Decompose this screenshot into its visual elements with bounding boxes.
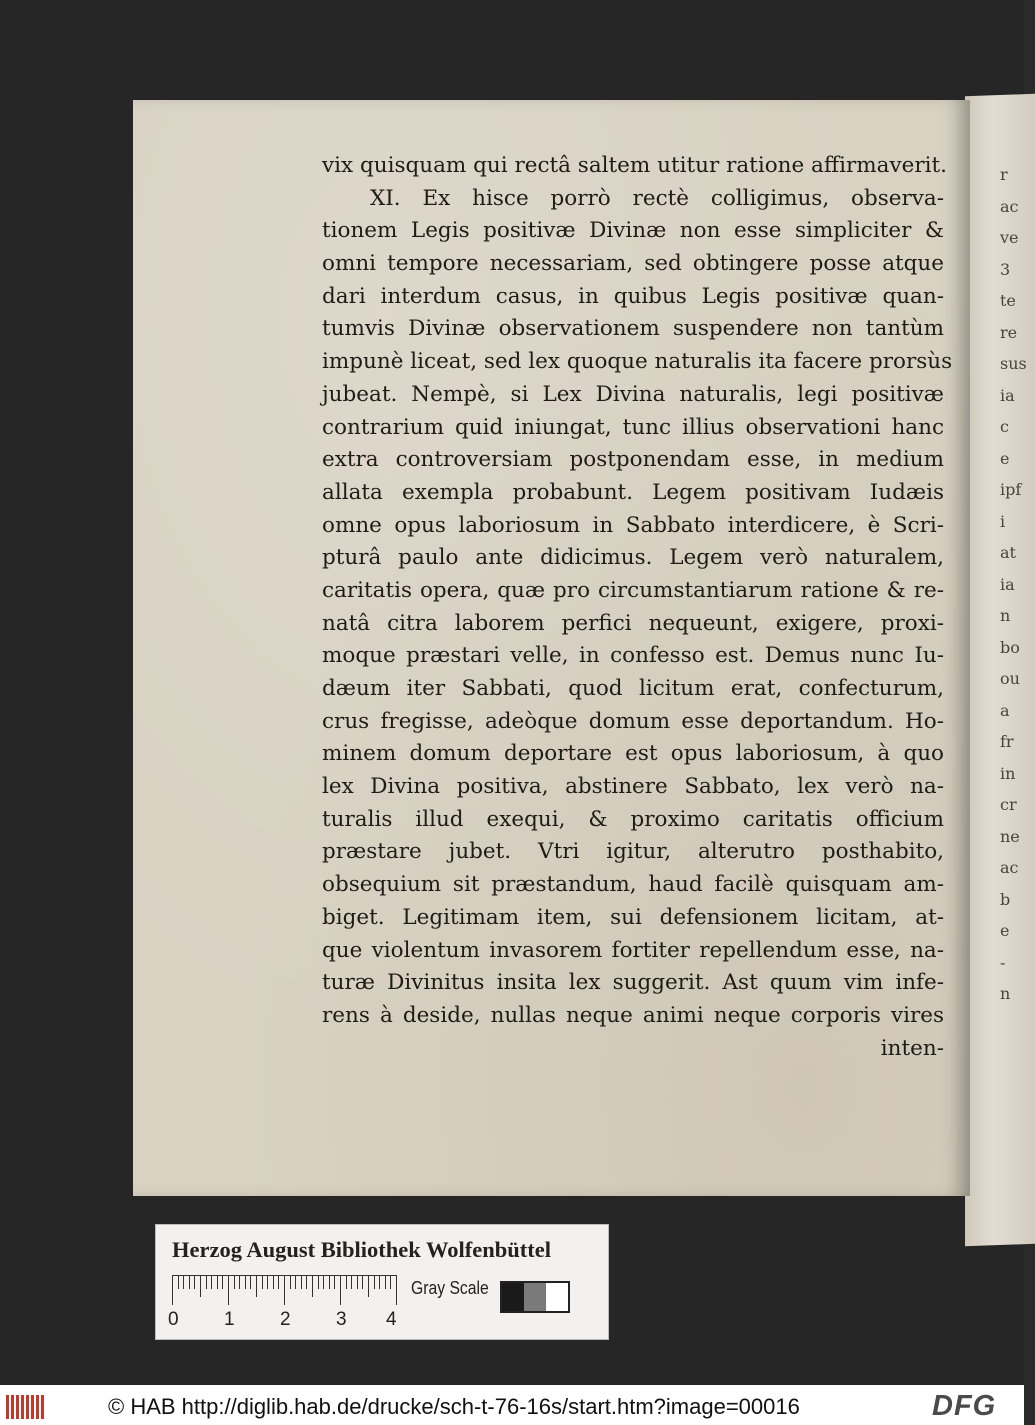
ruler-tick [273, 1275, 274, 1289]
text-line: præstare jubet. Vtri igitur, alterutro posthabito, [322, 839, 944, 865]
ruler-tick [206, 1275, 207, 1289]
text-line: moque præstari velle, in confesso est. Demus nunc Iu- [322, 643, 944, 669]
ruler-tick [267, 1275, 268, 1289]
adjacent-text-fragment: ac [1000, 858, 1019, 877]
adjacent-text-fragment: fr [1000, 732, 1014, 751]
adjacent-text-fragment: n [1000, 984, 1011, 1003]
adjacent-text-fragment: te [1000, 291, 1016, 310]
text-line: contrarium quid iniungat, tunc illius observationi hanc [322, 414, 944, 440]
text-line: que violentum invasorem fortiter repellendum esse, na- [322, 937, 944, 963]
ruler-tick [256, 1275, 257, 1297]
adjacent-text-fragment: cr [1000, 795, 1017, 814]
text-line: tumvis Divinæ observationem suspendere non tantùm [322, 316, 944, 342]
adjacent-text-fragment: c [1000, 417, 1009, 436]
ruler-tick [329, 1275, 330, 1289]
ruler-tick [362, 1275, 363, 1289]
gray-scale-label: Gray Scale [411, 1277, 489, 1298]
text-line: caritatis opera, quæ pro circumstantiarum ratione & re- [322, 577, 944, 603]
gray-swatch [502, 1283, 524, 1311]
adjacent-text-fragment: ne [1000, 826, 1020, 846]
text-line: XI. Ex hisce porrò rectè colligimus, observa- [370, 185, 944, 211]
logo-bar [31, 1395, 34, 1419]
text-line: obsequium sit præstandum, haud facilè quisquam am- [322, 872, 944, 898]
gray-swatch [524, 1283, 546, 1311]
adjacent-text-fragment: ac [1000, 196, 1019, 216]
ruler-tick [290, 1275, 291, 1289]
ruler-tick [234, 1275, 235, 1289]
logo-bar [21, 1395, 24, 1419]
ruler-tick [194, 1275, 195, 1289]
text-line: tionem Legis positivæ Divinæ non esse simpliciter & [322, 218, 944, 244]
ruler-tick [340, 1275, 341, 1305]
text-line: impunè liceat, sed lex quoque naturalis ita facere prorsùs [322, 349, 953, 375]
ruler-tick [222, 1275, 223, 1289]
ruler-tick [183, 1275, 184, 1289]
adjacent-text-fragment: i [1000, 511, 1006, 531]
text-line: crus fregisse, adeòque domum esse deportandum. Ho- [322, 708, 944, 734]
text-line: jubeat. Nempè, si Lex Divina naturalis, legi positivæ [322, 381, 944, 407]
ruler-tick [334, 1275, 335, 1289]
ruler-tick [211, 1275, 212, 1289]
color-calibration-card [155, 1224, 609, 1340]
adjacent-text-fragment: a [1000, 700, 1010, 720]
catchword: inten- [880, 1035, 944, 1061]
hab-logo-icon [6, 1395, 48, 1419]
logo-bar [11, 1395, 14, 1419]
ruler-tick [306, 1275, 307, 1289]
ruler-tick [278, 1275, 279, 1289]
adjacent-text-fragment: e [1000, 921, 1010, 940]
text-line: dæum iter Sabbati, quod licitum erat, confecturum, [322, 676, 944, 701]
adjacent-text-fragment: re [1000, 322, 1018, 342]
text-line: omni tempore necessariam, sed obtingere posse atque [322, 251, 944, 277]
adjacent-text-fragment: ia [1000, 574, 1015, 594]
text-line: extra controversiam postponendam esse, in medium [322, 447, 944, 473]
ruler-tick [390, 1275, 391, 1289]
ruler-number-3: 3 [336, 1309, 347, 1330]
adjacent-text-fragment: e [1000, 448, 1010, 468]
adjacent-text-fragment: ve [1000, 228, 1019, 247]
text-line: rens à deside, nullas neque animi neque corporis vires [322, 1002, 944, 1028]
adjacent-text-fragment: ia [1000, 385, 1015, 405]
ruler-tick [295, 1275, 296, 1289]
ruler-tick [357, 1275, 358, 1289]
ruler-tick [346, 1275, 347, 1289]
ruler-tick [379, 1275, 380, 1289]
adjacent-text-fragment: sus [1000, 354, 1027, 373]
ruler-tick [228, 1275, 229, 1305]
ruler-tick [351, 1275, 352, 1289]
ruler-tick [318, 1275, 319, 1289]
text-line: vix quisquam qui rectâ saltem utitur ratione affirmaverit. [322, 153, 947, 178]
ruler-tick [245, 1275, 246, 1289]
text-line: dari interdum casus, in quibus Legis positivæ quan- [322, 283, 944, 309]
library-name: Herzog August Bibliothek Wolfenbüttel [172, 1237, 551, 1262]
ruler-tick [284, 1275, 285, 1305]
gray-scale-swatches [500, 1281, 570, 1313]
ruler-tick [217, 1275, 218, 1289]
text-line: turæ Divinitus insita lex suggerit. Ast quum vim infe- [322, 970, 944, 996]
logo-bar [6, 1395, 9, 1419]
dfg-logo: DFG [932, 1390, 997, 1422]
ruler-tick [172, 1275, 173, 1305]
adjacent-text-fragment: at [1000, 543, 1016, 562]
ruler-tick [312, 1275, 313, 1297]
ruler-tick [385, 1275, 386, 1289]
ruler-number-2: 2 [280, 1309, 291, 1330]
ruler-number-0: 0 [168, 1309, 179, 1330]
text-line: natâ citra laborem perfici nequeunt, exigere, proxi- [322, 610, 944, 636]
text-line: lex Divina positiva, abstinere Sabbato, lex verò na- [322, 774, 944, 800]
measurement-ruler [172, 1275, 397, 1309]
text-line: allata exempla probabunt. Legem positivam Iudæis [322, 479, 944, 505]
adjacent-text-fragment: ou [1000, 669, 1020, 688]
adjacent-text-fragment: - [1000, 952, 1006, 972]
adjacent-text-fragment: b [1000, 889, 1011, 909]
page-text-block [322, 150, 953, 1065]
adjacent-text-fragment: bo [1000, 637, 1020, 657]
ruler-tick [374, 1275, 375, 1289]
copyright-link[interactable]: © HAB http://diglib.hab.de/drucke/sch-t-76-16s/start.htm?image=00016 [108, 1394, 800, 1419]
adjacent-text-fragment: n [1000, 606, 1011, 625]
ruler-number-4: 4 [386, 1309, 397, 1330]
ruler-tick [323, 1275, 324, 1289]
adjacent-text-fragment: r [1000, 165, 1008, 184]
ruler-tick [368, 1275, 369, 1297]
ruler-tick [262, 1275, 263, 1289]
ruler-tick [250, 1275, 251, 1289]
text-line: turalis illud exequi, & proximo caritatis officium [322, 806, 944, 832]
text-line: pturâ paulo ante didicimus. Legem verò naturalem, [322, 545, 944, 571]
ruler-tick [200, 1275, 201, 1297]
ruler-tick [396, 1275, 397, 1305]
logo-bar [16, 1395, 19, 1419]
ruler-tick [239, 1275, 240, 1289]
text-line: omne opus laboriosum in Sabbato interdicere, è Scri- [322, 512, 944, 538]
adjacent-text-fragment: in [1000, 763, 1016, 783]
logo-bar [26, 1395, 29, 1419]
ruler-tick [178, 1275, 179, 1289]
ruler-tick [189, 1275, 190, 1289]
logo-bar [41, 1395, 44, 1419]
text-line: biget. Legitimam item, sui defensionem licitam, at- [322, 904, 944, 930]
adjacent-text-fragment: 3 [1000, 259, 1011, 279]
ruler-tick [301, 1275, 302, 1289]
text-line: minem domum deportare est opus laboriosum, à quo [322, 741, 944, 767]
adjacent-text-fragment: ipf [1000, 480, 1022, 499]
ruler-number-1: 1 [224, 1309, 235, 1330]
gray-swatch [546, 1283, 568, 1311]
logo-bar [36, 1395, 39, 1419]
